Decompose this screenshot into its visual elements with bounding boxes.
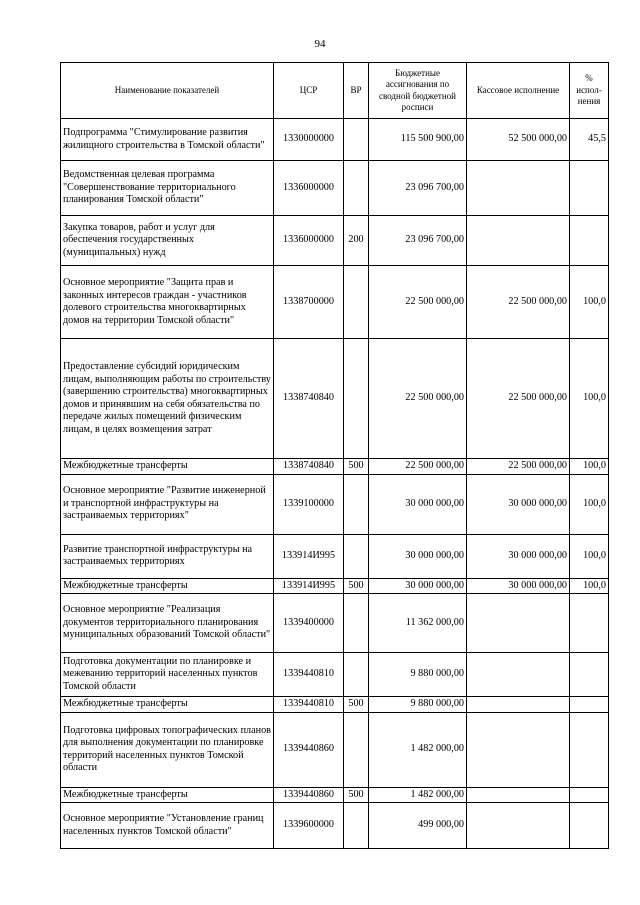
table-row: [61, 216, 609, 266]
cell-name: Межбюджетные трансферты: [61, 578, 274, 594]
cell-name: Основное мероприятие "Развитие инженерной и транспортной инфраструктуры на застраиваемых территориях": [61, 474, 274, 534]
table-row: [61, 697, 609, 713]
header-vr: ВР: [344, 63, 369, 119]
cell-budget-assignment: 9 880 000,00: [369, 653, 467, 697]
cell-vr: 500: [344, 787, 369, 803]
cell-budget-assignment: 499 000,00: [369, 803, 467, 849]
table-row: [61, 266, 609, 339]
cell-csr: 133914И995: [274, 534, 344, 578]
cell-execution-percent: [570, 803, 609, 849]
cell-csr: 1336000000: [274, 216, 344, 266]
cell-csr: 1330000000: [274, 119, 344, 161]
cell-name: Подготовка документации по планировке и межеванию территорий населенных пунктов Томской области: [61, 653, 274, 697]
cell-cash-execution: 22 500 000,00: [467, 339, 570, 459]
cell-vr: 200: [344, 216, 369, 266]
table-row: [61, 119, 609, 161]
cell-execution-percent: [570, 787, 609, 803]
cell-execution-percent: 45,5: [570, 119, 609, 161]
cell-csr: 133914И995: [274, 578, 344, 594]
header-cash-execution: Кассовое исполнение: [467, 63, 570, 119]
cell-budget-assignment: 23 096 700,00: [369, 216, 467, 266]
cell-vr: 500: [344, 697, 369, 713]
cell-cash-execution: 30 000 000,00: [467, 534, 570, 578]
cell-cash-execution: [467, 803, 570, 849]
cell-execution-percent: 100,0: [570, 578, 609, 594]
cell-cash-execution: [467, 594, 570, 653]
cell-cash-execution: [467, 216, 570, 266]
cell-cash-execution: 22 500 000,00: [467, 459, 570, 475]
cell-vr: [344, 161, 369, 216]
cell-csr: 1338740840: [274, 459, 344, 475]
header-execution-percent: % испол-нения: [570, 63, 609, 119]
cell-execution-percent: [570, 712, 609, 787]
cell-cash-execution: [467, 712, 570, 787]
cell-budget-assignment: 23 096 700,00: [369, 161, 467, 216]
cell-cash-execution: [467, 653, 570, 697]
cell-vr: [344, 594, 369, 653]
cell-vr: [344, 653, 369, 697]
cell-name: Подпрограмма "Стимулирование развития жилищного строительства в Томской области": [61, 119, 274, 161]
cell-cash-execution: [467, 697, 570, 713]
cell-csr: 1338700000: [274, 266, 344, 339]
cell-execution-percent: 100,0: [570, 459, 609, 475]
cell-vr: [344, 803, 369, 849]
cell-cash-execution: 52 500 000,00: [467, 119, 570, 161]
cell-name: Подготовка цифровых топографических планов для выполнения документации по планировке территорий населенных пунктов Томской области: [61, 712, 274, 787]
cell-csr: 1339100000: [274, 474, 344, 534]
cell-name: Межбюджетные трансферты: [61, 787, 274, 803]
header-name: Наименование показателей: [61, 63, 274, 119]
cell-vr: [344, 474, 369, 534]
table-row: [61, 578, 609, 594]
cell-budget-assignment: 1 482 000,00: [369, 712, 467, 787]
table-row: [61, 534, 609, 578]
cell-name: Основное мероприятие "Установление границ населенных пунктов Томской области": [61, 803, 274, 849]
cell-csr: 1339440860: [274, 787, 344, 803]
page-number: 94: [314, 38, 326, 50]
cell-cash-execution: [467, 161, 570, 216]
cell-csr: 1338740840: [274, 339, 344, 459]
cell-vr: [344, 534, 369, 578]
table-header-row: [61, 63, 609, 119]
cell-vr: 500: [344, 578, 369, 594]
cell-cash-execution: 30 000 000,00: [467, 474, 570, 534]
cell-vr: [344, 712, 369, 787]
table-row: [61, 459, 609, 475]
table-row: [61, 653, 609, 697]
cell-vr: [344, 119, 369, 161]
table-row: [61, 712, 609, 787]
cell-vr: 500: [344, 459, 369, 475]
cell-budget-assignment: 9 880 000,00: [369, 697, 467, 713]
cell-name: Развитие транспортной инфраструктуры на застраиваемых территориях: [61, 534, 274, 578]
table-row: [61, 803, 609, 849]
cell-csr: 1339400000: [274, 594, 344, 653]
cell-budget-assignment: 11 362 000,00: [369, 594, 467, 653]
cell-name: Ведомственная целевая программа "Совершенствование территориального планирования Томской области": [61, 161, 274, 216]
header-budget-assignments: Бюджетные ассигнования по сводной бюджетной росписи: [369, 63, 467, 119]
cell-budget-assignment: 22 500 000,00: [369, 266, 467, 339]
cell-budget-assignment: 30 000 000,00: [369, 578, 467, 594]
cell-budget-assignment: 22 500 000,00: [369, 459, 467, 475]
cell-cash-execution: 30 000 000,00: [467, 578, 570, 594]
cell-execution-percent: 100,0: [570, 534, 609, 578]
cell-budget-assignment: 22 500 000,00: [369, 339, 467, 459]
table-row: [61, 474, 609, 534]
cell-name: Основное мероприятие "Защита прав и законных интересов граждан - участников долевого строительства многоквартирных домов на территории Томской области": [61, 266, 274, 339]
cell-execution-percent: [570, 697, 609, 713]
cell-execution-percent: [570, 216, 609, 266]
cell-name: Межбюджетные трансферты: [61, 697, 274, 713]
cell-budget-assignment: 30 000 000,00: [369, 474, 467, 534]
cell-name: Закупка товаров, работ и услуг для обеспечения государственных (муниципальных) нужд: [61, 216, 274, 266]
cell-vr: [344, 266, 369, 339]
cell-csr: 1339440810: [274, 653, 344, 697]
cell-execution-percent: 100,0: [570, 266, 609, 339]
cell-budget-assignment: 30 000 000,00: [369, 534, 467, 578]
table-row: [61, 787, 609, 803]
budget-execution-table: [60, 62, 609, 849]
cell-cash-execution: [467, 787, 570, 803]
cell-vr: [344, 339, 369, 459]
cell-cash-execution: 22 500 000,00: [467, 266, 570, 339]
cell-name: Основное мероприятие "Реализация документов территориального планирования муниципальных образований Томской области": [61, 594, 274, 653]
cell-csr: 1336000000: [274, 161, 344, 216]
table-row: [61, 339, 609, 459]
cell-csr: 1339600000: [274, 803, 344, 849]
cell-budget-assignment: 115 500 900,00: [369, 119, 467, 161]
cell-execution-percent: 100,0: [570, 339, 609, 459]
cell-execution-percent: [570, 653, 609, 697]
table-row: [61, 594, 609, 653]
cell-execution-percent: [570, 161, 609, 216]
cell-name: Предоставление субсидий юридическим лицам, выполняющим работы по строительству (завершению строительства) многоквартирных домов и принявшим на себя обязательства по передаче жилых помещений физическим лицам, в целях возмещения затрат: [61, 339, 274, 459]
cell-execution-percent: [570, 594, 609, 653]
cell-csr: 1339440860: [274, 712, 344, 787]
header-csr: ЦСР: [274, 63, 344, 119]
cell-name: Межбюджетные трансферты: [61, 459, 274, 475]
table-row: [61, 161, 609, 216]
cell-csr: 1339440810: [274, 697, 344, 713]
cell-execution-percent: 100,0: [570, 474, 609, 534]
cell-budget-assignment: 1 482 000,00: [369, 787, 467, 803]
